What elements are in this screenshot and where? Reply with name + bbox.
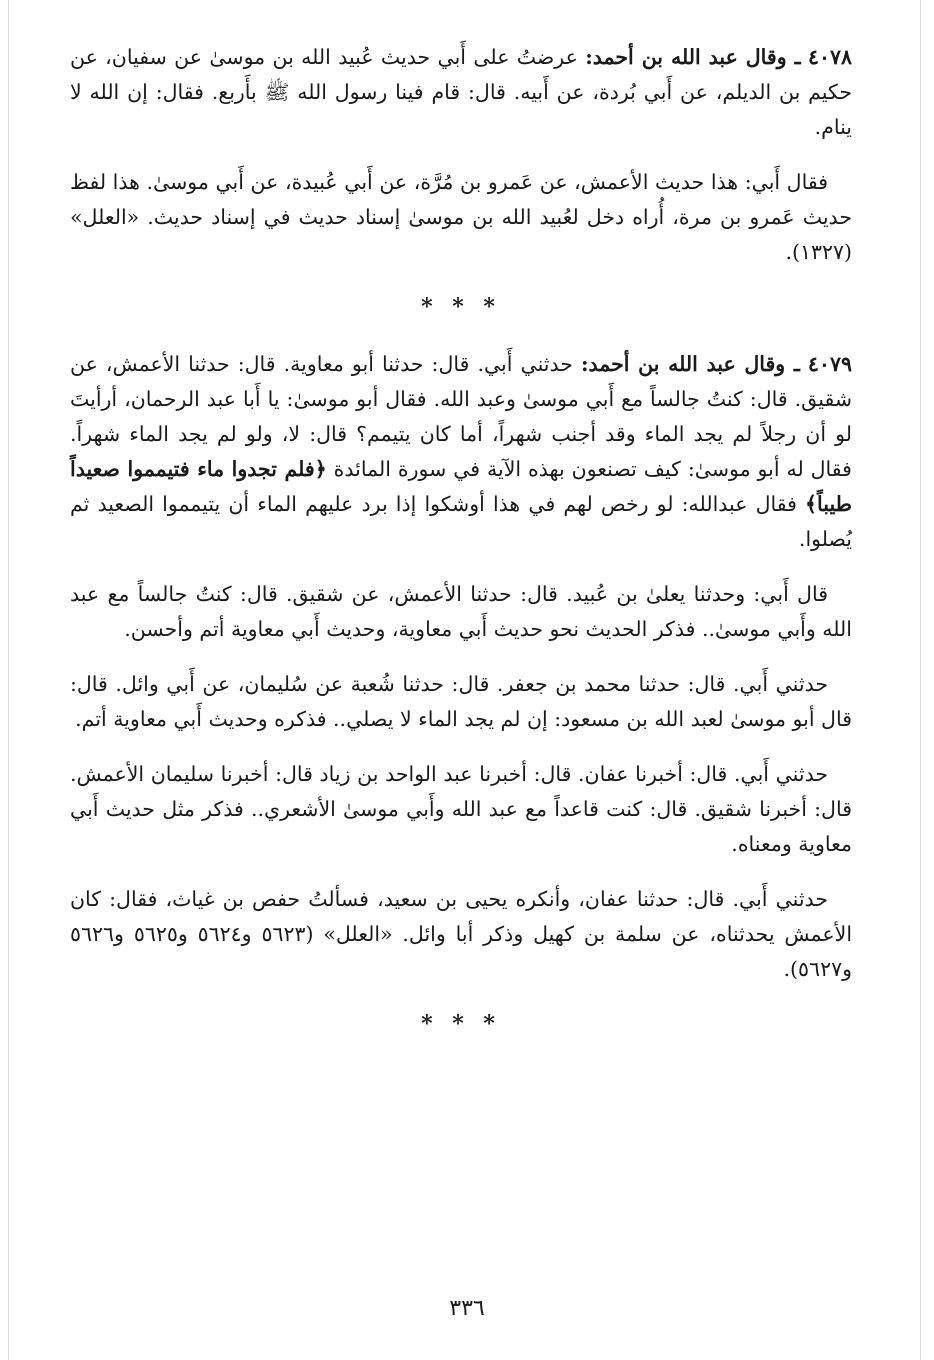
entry-text: حدثني أَبي. قال: حدثنا أبو معاوية. قال: حدثنا الأعمش، عن شقيق. قال: كنتُ جالساً مع أَبي موسىٰ وعبد الله. فقال أبو موسىٰ: يا أَبا عبد الرحمان، أرأيتَ لو أن رجلاً لم يجد الماء وقد أجنب شهراً، أما كان يتيمم؟ قال: لا، ولو لم يجد الماء شهراً. فقال له أبو موسىٰ: كيف تصنعون بهذه الآية في سورة المائدة: [70, 352, 852, 481]
section-separator: * * *: [421, 294, 501, 320]
page-body: [70, 40, 852, 1064]
quran-verse: ﴿فلم تجدوا ماء فتيمموا صعيداً طيباً﴾: [70, 457, 852, 516]
entry-4079-paragraph-4: حدثني أَبي. قال: أخبرنا عفان. قال: أخبرنا عبد الواحد بن زياد قال: أخبرنا سليمان الأعمش. قال: أخبرنا شقيق. قال: كنت قاعداً مع عبد الله وأَبي موسىٰ الأشعري.. فذكر مثل حديث أَبي معاوية ومعناه.: [70, 762, 852, 856]
entry-lead: ـ وقال عبد الله بن أحمد:: [580, 352, 800, 376]
scan-edge-line-left: [8, 0, 9, 1360]
page-number: ٣٣٦: [449, 1296, 485, 1321]
entry-number: ٤٠٧٨: [807, 45, 852, 69]
entry-text-continued: فقال عبدالله: لو رخص لهم في هذا أوشكوا إذا برد عليهم الماء أن يتيمموا الصعيد ثم يُصلوا.: [70, 492, 852, 551]
entry-4079-paragraph-2: قال أَبي: وحدثنا يعلىٰ بن عُبيد. قال: حدثنا الأعمش، عن شقيق. قال: كنتُ جالساً مع عبد الله وأَبي موسىٰ.. فذكر الحديث نحو حديث أَبي معاوية، وحديث أَبي معاوية أتم وأحسن.: [70, 582, 852, 641]
entry-4078-commentary: فقال أَبي: هذا حديث الأعمش، عن عَمرو بن مُرَّة، عن أَبي عُبيدة، عن أَبي موسىٰ. هذا لفظ حديث عَمرو بن مرة، أُراه دخل لعُبيد الله بن موسىٰ إسناد حديث في إسناد حديث. «العلل» (١٣٢٧).: [70, 170, 852, 264]
entry-4079-paragraph-5: حدثني أَبي. قال: حدثنا عفان، وأنكره يحيى بن سعيد، فسألتُ حفص بن غياث، فقال: كان الأعمش يحدثناه، عن سلمة بن كهيل وذكر أبا وائل. «العلل» (٥٦٢٣ و٥٦٢٤ و٥٦٢٥ و٥٦٢٦ و٥٦٢٧).: [70, 887, 853, 981]
entry-text: عرضتُ على أَبي حديث عُبيد الله بن موسىٰ عن سفيان، عن حكيم بن الديلم، عن أَبي بُردة، عن أَبيه. قال: قام فينا رسول الله ﷺ بأَربع. فقال: إن الله لا ينام.: [70, 45, 852, 139]
entry-4078-paragraph: [70, 40, 852, 145]
entry-number: ٤٠٧٩: [807, 352, 852, 376]
entry-lead: ـ وقال عبد الله بن أحمد:: [585, 45, 801, 69]
entry-4079-paragraph: [70, 347, 852, 557]
scan-edge-line-right: [920, 0, 921, 1360]
entry-4079-paragraph-3: حدثني أَبي. قال: حدثنا محمد بن جعفر. قال: حدثنا شُعبة عن سُليمان، عن أَبي وائل. قال: قال أبو موسىٰ لعبد الله بن مسعود: إن لم يجد الماء لا يصلي.. فذكره وحديث أَبي معاوية أتم.: [70, 672, 852, 731]
section-separator: * * *: [421, 1011, 501, 1037]
